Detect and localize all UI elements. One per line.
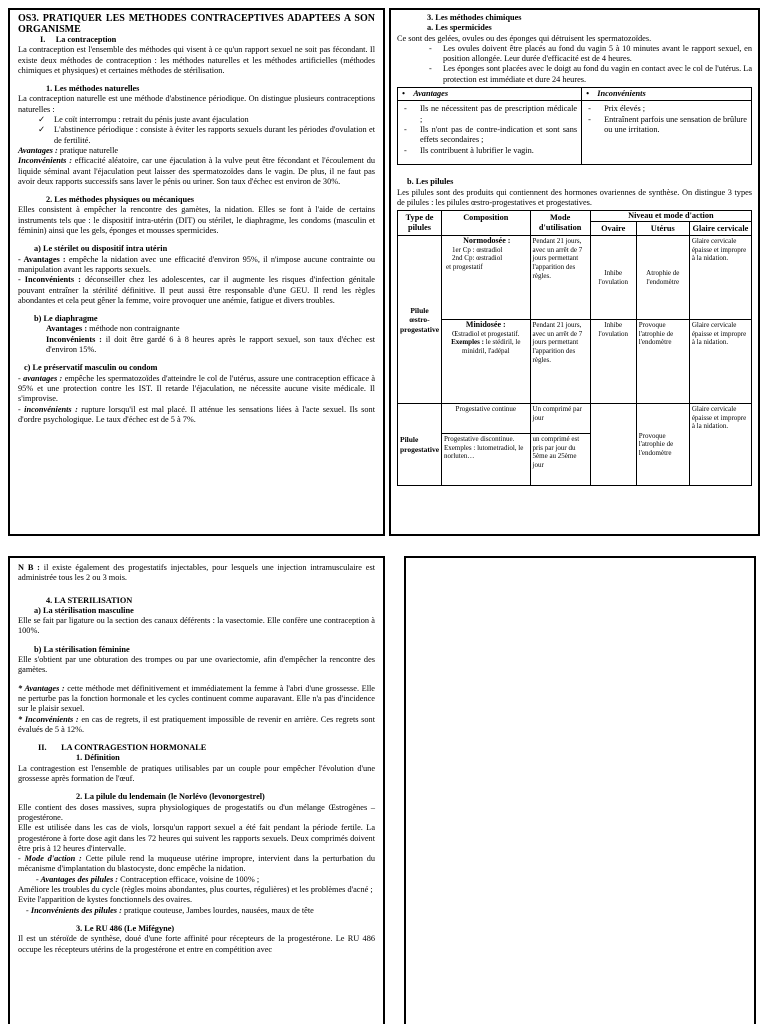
- check-icon: ✓: [38, 115, 45, 125]
- page-panel-3: [8, 556, 385, 1024]
- table-header: Mode d'utilisation: [530, 211, 590, 236]
- paragraph: * Avantages : cette méthode met définitivement et immédiatement la femme à l'abri d'une grossesse. Elle ne perturbe pas la fonction hormonale et les cycles continuent comme auparavant. Elle n'a pas d'incidence sur le plaisir sexuel.: [18, 683, 375, 714]
- subheading-ru486: 3. Le RU 486 (Le Mifégyne): [76, 923, 175, 933]
- paragraph: La contragestion est l'ensemble de pratiques utilisables par un couple pour empêcher l'évolution d'une grossesse après formation de l'œuf.: [18, 763, 375, 784]
- table-cell: Pendant 21 jours, avec un arrêt de 7 jours permettant l'apparition des règles.: [530, 236, 590, 320]
- list-item: ✓ L'abstinence périodique : consiste à éviter les rapports sexuels durant les périodes d'ovulation et de fertilité.: [38, 125, 375, 145]
- paragraph: Inconvénients : efficacité aléatoire, car une éjaculation à la vulve peut être fécondant et l'écoulement du liquide séminal avant l'éjaculation peut laisser des spermatozoïdes dans le vagin. De plus, il ne faut pas avoir deux rapports successifs sans laver le pénis ou uriner. Son taux d'échec est environ de 30%.: [18, 156, 375, 186]
- table-header: Type de pilules: [398, 211, 442, 236]
- list-item: - Les éponges sont placées avec le doigt au fond du vagin en contact avec le col de l'utérus. La protection est immédiate et dure 24 heures.: [429, 64, 752, 84]
- paragraph: N B : il existe également des progestatifs injectables, pour lesquels une injection intramusculaire est administrée tous les 2 ou 3 mois.: [18, 563, 376, 583]
- bullet-icon: •: [402, 89, 405, 99]
- paragraph: - Avantages des pilules : Contraception efficace, voisine de 100% ;: [36, 874, 260, 884]
- subheading-morning-after-pill: 2. La pilule du lendemain (le Norlévo (levonorgestrel): [76, 792, 265, 802]
- check-icon: ✓: [38, 125, 45, 135]
- list-item: ✓ Le coït interrompu : retrait du pénis juste avant éjaculation: [38, 115, 249, 125]
- section-title: La contraception: [55, 35, 117, 44]
- bullet-icon: •: [586, 89, 589, 99]
- table-header: • Inconvénients: [582, 88, 752, 101]
- table-cell: Progestative continue: [442, 404, 531, 434]
- paragraph: Elle s'obtient par une obturation des trompes ou par une ovariectomie, afin d'empêcher la rencontre des gamètes.: [18, 655, 375, 675]
- table-cell: Provoque l'atrophie de l'endomètre: [636, 404, 689, 486]
- page-panel-2: [389, 8, 760, 536]
- page-title: OS3. PRATIQUER LES METHODES CONTRACEPTIVES ADAPTEES A SON ORGANISME: [18, 13, 375, 35]
- subheading-male-sterilisation: a) La stérilisation masculine: [34, 605, 134, 615]
- paragraph: - inconvénients : rupture lorsqu'il est mal placé. Il atténue les sensations liées à l'acte sexuel. Ils sont d'ordre psychologique. Le taux d'échec est de 5 à 7%.: [18, 404, 376, 424]
- section-heading-contraception: [18, 35, 375, 45]
- subheading-definition: 1. Définition: [76, 753, 120, 763]
- paragraph: Avantages : pratique naturelle: [18, 145, 119, 155]
- table-cell: Glaire cervicale épaisse et impropre à la nidation.: [689, 404, 751, 486]
- paragraph: Elle est utilisée dans les cas de viols, lorsqu'un rapport sexuel a été fait pendant la période fertile. La progestérone à forte dose agit dans les 72 heures qui suivent les rapports sexuels. Deux comprimés doivent être pris à 12 heures d'intervalle.: [18, 823, 375, 853]
- table-cell: [582, 101, 752, 165]
- table-cell: Pendant 21 jours, avec un arrêt de 7 jours permettant l'apparition des règles.: [530, 320, 590, 404]
- list-item: - Entraînent parfois une sensation de brûlure ou une irritation.: [588, 114, 747, 134]
- paragraph: Elle se fait par ligature ou la section des canaux déférents : la vasectomie. Elle confère une contraception à 100%.: [18, 616, 375, 636]
- table-cell: Glaire cervicale épaisse et impropre à la nidation.: [689, 320, 751, 404]
- table-cell: Inhibe l'ovulation: [590, 320, 636, 404]
- list-item: - Ils n'ont pas de contre-indication et sont sans effets secondaires ;: [404, 124, 578, 145]
- subheading-chemical-methods: 3. Les méthodes chimiques: [427, 13, 522, 22]
- subheading-female-sterilisation: b) La stérilisation féminine: [34, 644, 130, 654]
- list-item: - Prix élevés ;: [588, 104, 646, 114]
- paragraph: Les pilules sont des produits qui contiennent des hormones ovariennes de synthèse. On distingue 3 types de pilules : les pilules œstro-progestatives et progestatives.: [397, 187, 752, 207]
- table-cell: Provoque l'atrophie de l'endomètre: [636, 320, 689, 404]
- table-cell: un comprimé est pris par jour du 5ème au 25ème jour: [530, 434, 590, 486]
- subheading-iud: a) Le stérilet ou dispositif intra utérin: [34, 244, 168, 254]
- paragraph: Améliore les troubles du cycle (règles moins abondantes, plus courtes, régulières) et les problèmes d'acné ;: [18, 885, 373, 895]
- table-cell: Normodosée : 1er Cp : œstradiol 2nd Cp: œstradiol et progestatif: [442, 236, 531, 320]
- list-item: - Ils contribuent à lubrifier le vagin.: [404, 145, 534, 155]
- table-cell: [398, 101, 582, 165]
- list-item: - Ils ne nécessitent pas de prescription médicale ;: [404, 104, 578, 124]
- table-header: Glaire cervicale: [689, 221, 751, 236]
- subheading-condom: c) Le préservatif masculin ou condom: [24, 363, 158, 373]
- subheading-natural-methods: 1. Les méthodes naturelles: [46, 84, 140, 94]
- subheading-pills: b. Les pilules: [407, 177, 454, 187]
- paragraph: Avantages : méthode non contraignante: [46, 324, 180, 334]
- table-cell: Progestative discontinue. Exemples : lutometradiol, le norluten…: [442, 434, 531, 486]
- page-panel-4-blank: [404, 556, 756, 1024]
- table-header: Niveau et mode d'action: [590, 211, 751, 222]
- paragraph: * Inconvénients : en cas de regrets, il est pratiquement impossible de revenir en arrière. Ces regrets sont évalués de 5 à 12%.: [18, 714, 375, 734]
- table-header: Composition: [442, 211, 531, 236]
- spermicide-table: [397, 87, 752, 165]
- paragraph: - avantages : empêche les spermatozoïdes d'atteindre le col de l'utérus, assure une contraception efficace à 95% et une protection contre les IST. Il retarde l'éjaculation, ne nécessite aucune visite médicale. Il s'improvise.: [18, 373, 375, 404]
- paragraph: - Inconvénients : déconseiller chez les adolescentes, car il augmente les risques d'infection génitale pouvant entraîner la stérilité définitive. Il peut aussi être responsable d'une GEU. Il rend les règles abondantes et cela peut gêner la femme, voire provoquer une anémie, fatigue et divers troubles.: [18, 275, 375, 305]
- paragraph: Inconvénients : il doit être gardé 6 à 8 heures après le rapport sexuel, son taux d'échec est d'environ 15%.: [46, 334, 376, 355]
- paragraph: Ce sont des gelées, ovules ou des éponges qui détruisent les spermatozoïdes.: [397, 33, 652, 43]
- pill-table: [397, 210, 752, 486]
- subheading-physical-methods: 2. Les méthodes physiques ou mécaniques: [46, 195, 194, 205]
- table-cell: Pilule progestative: [398, 404, 442, 486]
- table-cell: Atrophie de l'endomètre: [636, 236, 689, 320]
- table-cell: Glaire cervicale épaisse et impropre à la nidation.: [689, 236, 751, 320]
- subheading-sterilisation: 4. LA STERILISATION: [46, 595, 133, 605]
- table-cell: Inhibe l'ovulation: [590, 236, 636, 320]
- paragraph: Elle contient des doses massives, supra physiologiques de progestatifs ou d'un mélange Œstrogènes – progestérone.: [18, 802, 375, 822]
- table-header: • Avantages: [398, 88, 582, 101]
- paragraph: La contraception est l'ensemble des méthodes qui visent à ce qu'un rapport sexuel ne soit pas fécondant. Il existe deux méthodes de contraception : les méthodes naturelles et les méthodes artificielles (méthodes chimiques et physiques) et certaines méthodes de stérilisation.: [18, 45, 375, 75]
- paragraph: Elles consistent à empêcher la rencontre des gamètes, la nidation. Elles se font à l'aide de certains instruments tels que : le dispositif intra-utérin (DIT) ou stérilet, le diaphragme, les condoms (masculin et féminin) ainsi que les gels, éponges et mousses spermicides.: [18, 205, 375, 236]
- paragraph: Il est un stéroïde de synthèse, doué d'une forte affinité pour récepteurs de la progestérone. Le RU 486 occupe les récepteurs utérins de la progestérone et entre en compétition avec: [18, 934, 375, 954]
- page-panel-1: [8, 8, 385, 536]
- paragraph: - Inconvénients des pilules : pratique couteuse, Jambes lourdes, nausées, maux de tête: [26, 905, 314, 915]
- table-cell: [590, 404, 636, 486]
- table-cell: Un comprimé par jour: [530, 404, 590, 434]
- table-cell: Pilule œstro-progestative: [398, 236, 442, 404]
- section-number: I.: [40, 35, 46, 44]
- paragraph: - Avantages : empêche la nidation avec une efficacité d'environ 95%, il n'impose aucune contrainte ou manipulation avant les rapports sexuels.: [18, 254, 375, 274]
- paragraph: La contraception naturelle est une méthode d'abstinence périodique. On distingue plusieurs contraceptions naturelles :: [18, 94, 375, 114]
- list-item: - Les ovules doivent être placés au fond du vagin 5 à 10 minutes avant le rapport sexuel, en position allongée. Leur durée d'efficacité est de 4 heures.: [429, 43, 752, 64]
- subheading-diaphragm: b) Le diaphragme: [34, 314, 98, 324]
- subheading-spermicides: a. Les spermicides: [427, 23, 492, 33]
- table-cell: Minidosée : Œstradiol et progestatif. Exemples : le stédiril, le minidril, l'adépal: [442, 320, 531, 404]
- paragraph: - Mode d'action : Cette pilule rend la muqueuse utérine impropre, intervient dans la perturbation du mécanisme d'implantation du blastocyste, donc empêche la nidation.: [18, 854, 375, 874]
- section-heading-contragestion: II. LA CONTRAGESTION HORMONALE: [38, 743, 207, 753]
- paragraph: Evite l'apparition de kystes fonctionnels des ovaires.: [18, 895, 193, 905]
- table-header: Utérus: [636, 221, 689, 236]
- table-header: Ovaire: [590, 221, 636, 236]
